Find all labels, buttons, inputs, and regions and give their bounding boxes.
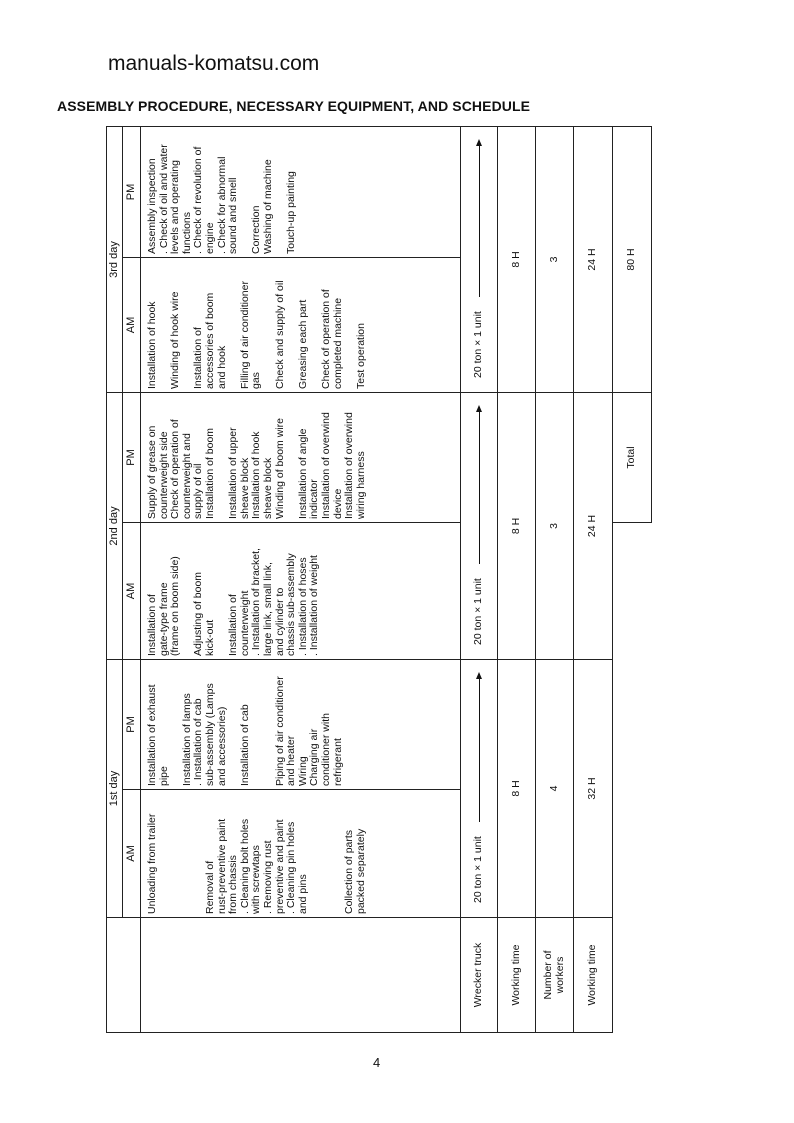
arrow-icon	[479, 674, 480, 822]
row-label-wrecker: Wrecker truck	[461, 918, 498, 1033]
schedule-table-rotated	[106, 127, 651, 1033]
task-cell: Installation of hook Winding of hook wire Installation of accessories of boom and hook Filling of air conditioner gas Check and supply of oil Greasing each part Check of operation of completed machine Test operation	[141, 258, 461, 393]
am-header: AM	[123, 258, 141, 393]
working-time-cell: 8 H	[498, 660, 536, 918]
task-cell: Installation of exhaust pipe Installation of lamps . Installation of cab sub-assembly (Lamps and accessories) Installation of cab Piping of air conditioner and heater Wiring Charging air conditioner with refrigerant	[141, 660, 461, 790]
watermark: manuals-komatsu.com	[108, 52, 320, 75]
task-cell: Unloading from trailer Removal of rust-preventive paint from chassis . Cleaning bolt holes with screwtaps . Removing rust preventive and paint . Cleaning pin holes and pins Collection of parts packed separately	[141, 790, 461, 918]
workers-cell: 4	[536, 660, 574, 918]
blank-cell	[613, 523, 652, 1033]
pm-header: PM	[123, 126, 141, 257]
working-time-cell: 8 H	[498, 393, 536, 660]
task-cell: Assembly inspection . Check of oil and water levels and operating functions . Check of revolution of engine . Check for abnormal sound and smell Correction Washing of machine Touch-up painting	[141, 126, 461, 257]
total-time-cell: 24 H	[574, 393, 613, 660]
corner-cell	[107, 918, 141, 1033]
workers-cell: 3	[536, 126, 574, 392]
pm-header: PM	[123, 660, 141, 790]
wrecker-value: 20 ton × 1 unit	[472, 578, 485, 645]
day-header: 2nd day	[107, 393, 123, 660]
row-label-workers: Number of workers	[536, 918, 574, 1033]
total-time-cell: 24 H	[574, 126, 613, 392]
wrecker-cell	[461, 660, 498, 918]
wrecker-cell	[461, 393, 498, 660]
schedule-table	[106, 126, 652, 1033]
working-time-cell: 8 H	[498, 126, 536, 392]
day-header: 3rd day	[107, 126, 123, 392]
row-label-total-time: Working time	[574, 918, 613, 1033]
total-value: 80 H	[613, 126, 652, 392]
task-cell: Supply of grease on counterweight side Check of operation of counterweight and supply of oil Installation of boom Installation of upper sheave block Installation of hook sheave block Winding of boom wire Installation of angle indicator Installation of overwind device Installation of overwind wiring harness	[141, 393, 461, 523]
pm-header: PM	[123, 393, 141, 523]
wrecker-value: 20 ton × 1 unit	[472, 311, 485, 378]
total-time-cell: 32 H	[574, 660, 613, 918]
label-empty-cell	[141, 918, 461, 1033]
task-cell: Installation of gate-type frame (frame on boom side) Adjusting of boom kick-out Installation of counterweight . Installation of bracket, large link, small link, and cylinder to chassis sub-assembly . Installation of hoses . Installation of weight	[141, 523, 461, 660]
arrow-icon	[479, 141, 480, 297]
am-header: AM	[123, 790, 141, 918]
page-title: ASSEMBLY PROCEDURE, NECESSARY EQUIPMENT, AND SCHEDULE	[57, 98, 531, 114]
row-label-working-time: Working time	[498, 918, 536, 1033]
workers-cell: 3	[536, 393, 574, 660]
wrecker-cell	[461, 126, 498, 392]
am-header: AM	[123, 523, 141, 660]
wrecker-value: 20 ton × 1 unit	[472, 836, 485, 903]
page-number: 4	[373, 1055, 381, 1070]
arrow-icon	[479, 407, 480, 564]
day-header: 1st day	[107, 660, 123, 918]
total-label: Total	[613, 393, 652, 523]
